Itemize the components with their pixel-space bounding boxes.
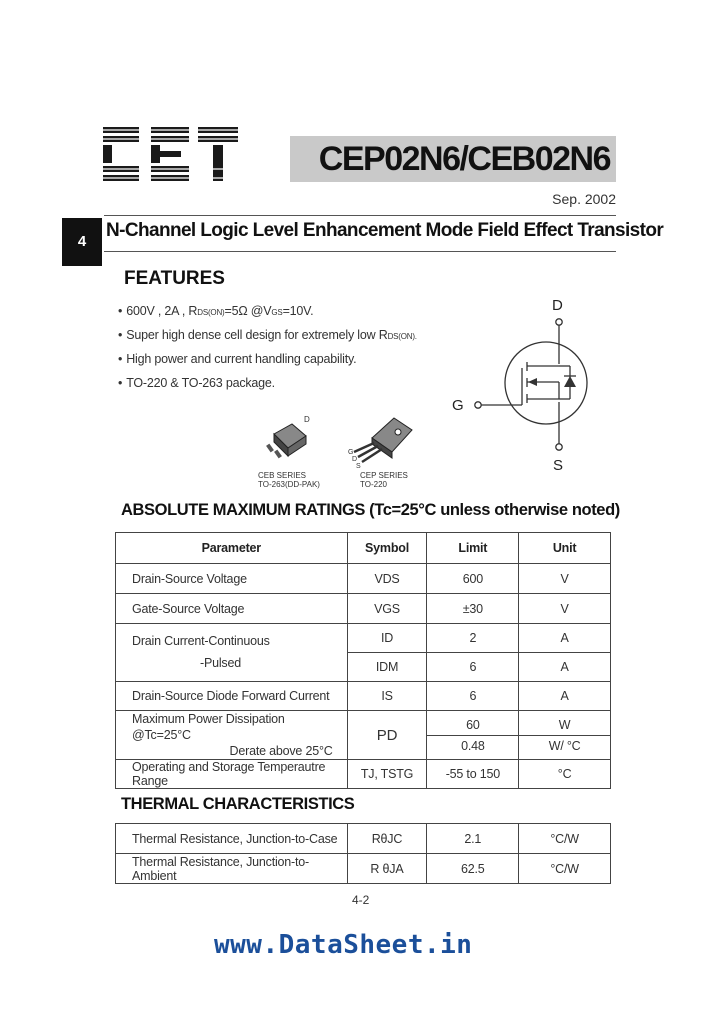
ceb-series-label: CEB SERIES: [258, 471, 307, 480]
cep-pin-g: G: [348, 449, 354, 456]
column-header: Limit: [427, 533, 519, 564]
cep-pin-s: S: [356, 463, 361, 470]
divider-line: [104, 251, 616, 252]
feature-item: • TO-220 & TO-263 package.: [118, 371, 417, 395]
column-header: Parameter: [116, 533, 348, 564]
package-illustrations: [250, 410, 430, 495]
table-row: Operating and Storage Temperautre Range TJ, TSTG -55 to 150 °C: [116, 760, 611, 789]
table-header-row: [116, 533, 611, 564]
table-row: IDM 6 A: [116, 653, 611, 682]
feature-item: • Super high dense cell design for extremely low RDS(ON).: [118, 323, 417, 347]
cep-pin-d: D: [352, 456, 358, 463]
part-number-title: CEP02N6/CEB02N6: [290, 136, 616, 182]
document-subtitle: N-Channel Logic Level Enhancement Mode Field Effect Transistor: [106, 220, 664, 241]
cep-package-label: TO-220: [360, 480, 387, 489]
source-label: S: [553, 457, 564, 474]
gate-label: G: [452, 397, 464, 414]
revision-date: Sep. 2002: [552, 191, 616, 207]
column-header: Unit: [519, 533, 611, 564]
divider-line: [104, 215, 616, 216]
drain-label: D: [552, 297, 563, 314]
thermal-heading: THERMAL CHARACTERISTICS: [121, 795, 355, 813]
table-row: Drain-Source Diode Forward Current IS 6 A: [116, 682, 611, 711]
table-row: Maximum Power Dissipation @Tc=25°C Derate above 25°C PD 60 0.48 W W/ °C: [116, 711, 611, 760]
chapter-tab: 4: [62, 218, 102, 266]
features-heading: FEATURES: [124, 268, 225, 289]
cet-logo: [103, 127, 238, 181]
abs-max-heading: ABSOLUTE MAXIMUM RATINGS (Tc=25°C unless otherwise noted): [121, 501, 620, 519]
table-row: Drain Current-Continuous -Pulsed ID 2 A: [116, 624, 611, 653]
table-row: Drain-Source Voltage VDS 600 V: [116, 564, 611, 594]
ceb-package-label: TO-263(DD-PAK): [258, 480, 320, 489]
website-watermark[interactable]: www.DataSheet.in: [214, 930, 473, 960]
to220-package-icon: [348, 410, 420, 470]
table-row: Thermal Resistance, Junction-to-Ambient R θJA 62.5 °C/W: [116, 854, 611, 884]
ceb-pin-label: D: [304, 415, 310, 424]
feature-item: • 600V , 2A , RDS(ON)=5Ω @VGS=10V.: [118, 299, 417, 323]
features-list: [118, 299, 417, 395]
table-row: Gate-Source Voltage VGS ±30 V: [116, 594, 611, 624]
thermal-table: [115, 823, 611, 884]
feature-item: • High power and current handling capability.: [118, 347, 417, 371]
table-row: Thermal Resistance, Junction-to-Case RθJC 2.1 °C/W: [116, 824, 611, 854]
cep-series-label: CEP SERIES: [360, 471, 408, 480]
to263-package-icon: [264, 410, 314, 468]
column-header: Symbol: [347, 533, 427, 564]
page-number: 4-2: [352, 893, 370, 907]
mosfet-schematic: [448, 292, 598, 482]
abs-max-table: [115, 532, 611, 789]
